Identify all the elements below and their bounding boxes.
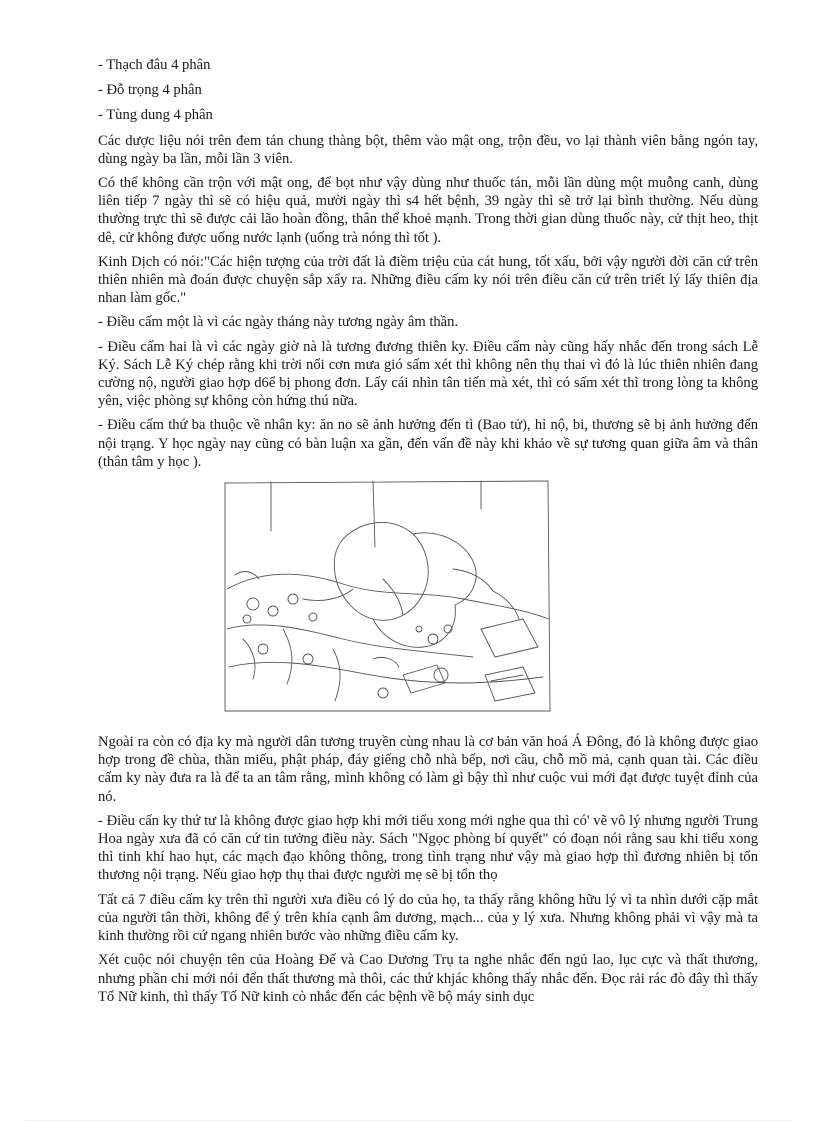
ingredient-item: - Tùng dung 4 phân	[98, 107, 213, 124]
paragraph: Kinh Dịch có nói:"Các hiện tượng của trời đất là điềm triệu của cát hung, tốt xấu, bởi vậy người đời căn cứ trên thiên nhiên mà đoán được chuyện sắp xẩy ra. Những điều cấm ky nói trên điều căn cứ trên triết lý lấy thiên địa nhan làm gốc."	[98, 253, 758, 307]
line-drawing-illustration	[223, 479, 553, 715]
paragraph: Tất cả 7 điều cấm ky trên thì người xưa điều có lý do của họ, ta thấy rằng không hữu lý vì ta nhìn dưới cặp mắt của người tân thời, không để ý trên khía cạnh âm dương, mạch... của y lý xưa. Nhưng không phải vì vậy mà ta kinh thường rồi cứ ngang nhiên bước vào những điều cấm ky.	[98, 891, 758, 945]
paragraph: Ngoài ra còn có địa ky mà người dân tương truyền cùng nhau là cơ bản văn hoá Á Đông, đó là không được giao hợp trong đề chùa, thần miếu, phật pháp, đáy giếng chỗ nhà bếp, nơi cầu, chỗ mồ mả, cạnh quan tài. Các điều cấm ky này đưa ra là để ta an tâm rằng, mình không có làm gì bậy thì như cuộc vui mới đạt được tuyệt đỉnh của nó.	[98, 734, 758, 805]
ingredient-item: - Đỗ trọng 4 phân	[98, 82, 202, 99]
ingredient-item: - Thạch đâu 4 phân	[98, 57, 211, 73]
paragraph: - Điều cấn ky thứ tư là không được giao hợp khi mới tiểu xong mới nghe qua thì có' vẽ vô lý nhưng người Trung Hoa ngày xưa đã có căn cứ tin tưởng điều này. Sách "Ngọc phòng bí quyết" có đoạn nói rằng sau khi tiểu xong thì tinh khí hao hụt, các mạch đạo không thông, trong tình trạng như vậy mà giao hợp thì đương nhiên bị tổn thương nội trạng. Nếu giao hợp thụ thai được người mẹ sẽ bị tổn thọ	[98, 812, 758, 884]
illustration	[223, 479, 553, 715]
page-bottom-rule	[24, 1120, 792, 1121]
paragraph: Các dược liệu nói trên đem tán chung thàng bột, thêm vào mật ong, trộn đều, vo lại thành viên bằng ngón tay, dùng ngày ba lần, mỗi lần 3 viên.	[98, 132, 758, 167]
paragraph: - Điều cấm thứ ba thuộc về nhân ky: ăn no sẽ ảnh hưởng đến tì (Bao tử), hỉ nộ, bi, thương sẽ bị ảnh hưởng đến nội trạng. Y học ngày nay cũng có bàn luận xa gần, đến vấn đề này khi khảo về sự tương quan giữa âm và thân (thân tâm y học ).	[98, 417, 758, 470]
paragraph: Có thể không cần trộn với mật ong, để bọt như vậy dùng như thuốc tán, mỗi lần dùng một muỗng canh, dùng liên tiếp 7 ngày thì sẽ có hiệu quả, mười ngày thì s4 hết bệnh, 39 ngày thì sẽ trở lại bình thường. Nếu dùng thường trực thì sẽ được cải lão hoàn đồng, thân thể khoẻ mạnh. Trong thời gian dùng thuốc này, cử thịt heo, thịt dê, cử không được uống nước lạnh (uống trà nóng thì tốt ).	[98, 175, 758, 246]
paragraph: Xét cuộc nói chuyện tên của Hoàng Đế và Cao Dương Trụ ta nghe nhắc đến ngủ lao, lục cực và thất thương, nhưng phần chỉ mới nói đến thất thương mà thôi, các thứ khjác không thấy nhắc đến. Đọc rải rác đò đây thì thấy Tố Nữ kinh, thì thấy Tố Nữ kinh cò nhắc đến các bệnh về bộ máy sinh dục	[98, 952, 758, 1005]
paragraph: - Điều cấm một là vì các ngày tháng này tương ngày âm thần.	[98, 314, 459, 331]
document-page	[98, 56, 758, 1012]
paragraph: - Điều cấm hai là vì các ngày giờ nà là tương đương thiên ky. Điều cấm này cũng hấy nhắc đến trong sách Lễ Ký. Sách Lễ Ký chép rằng khi trời nổi cơn mưa gió sấm xét thì không nên thụ thai vì đó là lúc thiên nhiên đang cường nộ, người giao hợp d6ể bị phong đơn. Lấy cái nhìn tân tiến mà xét, thì có sấm xét thì trong lòng ta không yên, việc phòng sự không còn hứng thú nữa.	[98, 338, 758, 410]
